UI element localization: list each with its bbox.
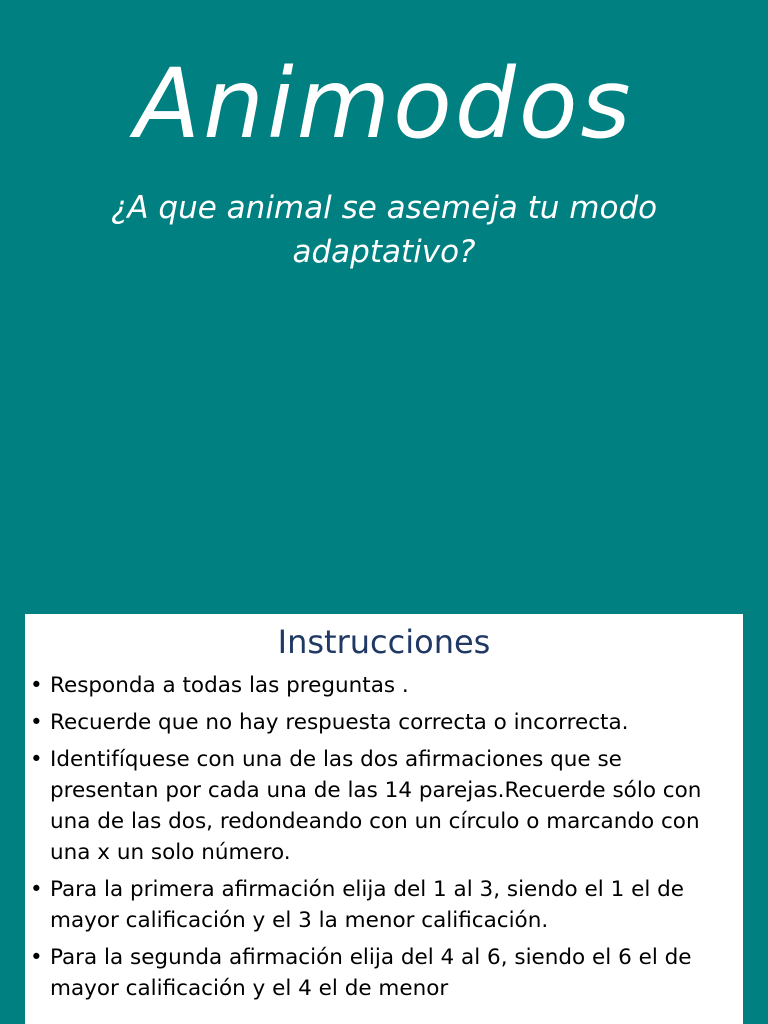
slide-subtitle: ¿A que animal se asemeja tu modo adaptativo? bbox=[110, 190, 658, 270]
bullet-icon: • bbox=[30, 747, 43, 772]
instruction-text: Recuerde que no hay respuesta correcta o incorrecta. bbox=[50, 710, 629, 735]
instructions-panel bbox=[25, 614, 743, 1024]
instruction-text: Responda a todas las preguntas . bbox=[50, 673, 409, 698]
instructions-list bbox=[25, 670, 743, 1010]
instruction-text: Identifíquese con una de las dos afirmaciones que se presentan por cada una de las 14 parejas.Recuerde sólo con una de las dos, redondeando con un círculo o marcando con una x un solo número. bbox=[50, 747, 702, 865]
instruction-text: Para la primera afirmación elija del 1 al 3, siendo el 1 el de mayor calificación y el 3 la menor calificación. bbox=[50, 877, 684, 933]
bullet-icon: • bbox=[30, 710, 43, 735]
instruction-item bbox=[25, 942, 743, 1004]
instruction-item bbox=[25, 744, 743, 868]
bullet-icon: • bbox=[30, 945, 43, 970]
bullet-icon: • bbox=[30, 673, 43, 698]
bullet-icon: • bbox=[30, 877, 43, 902]
instructions-heading: Instrucciones bbox=[277, 623, 491, 661]
slide-title: Animodos bbox=[134, 48, 634, 160]
instruction-item bbox=[25, 874, 743, 936]
instruction-item bbox=[25, 670, 743, 701]
instruction-text: Para la segunda afirmación elija del 4 al 6, siendo el 6 el de mayor calificación y el 4 el de menor bbox=[50, 945, 692, 1001]
instruction-item bbox=[25, 707, 743, 738]
